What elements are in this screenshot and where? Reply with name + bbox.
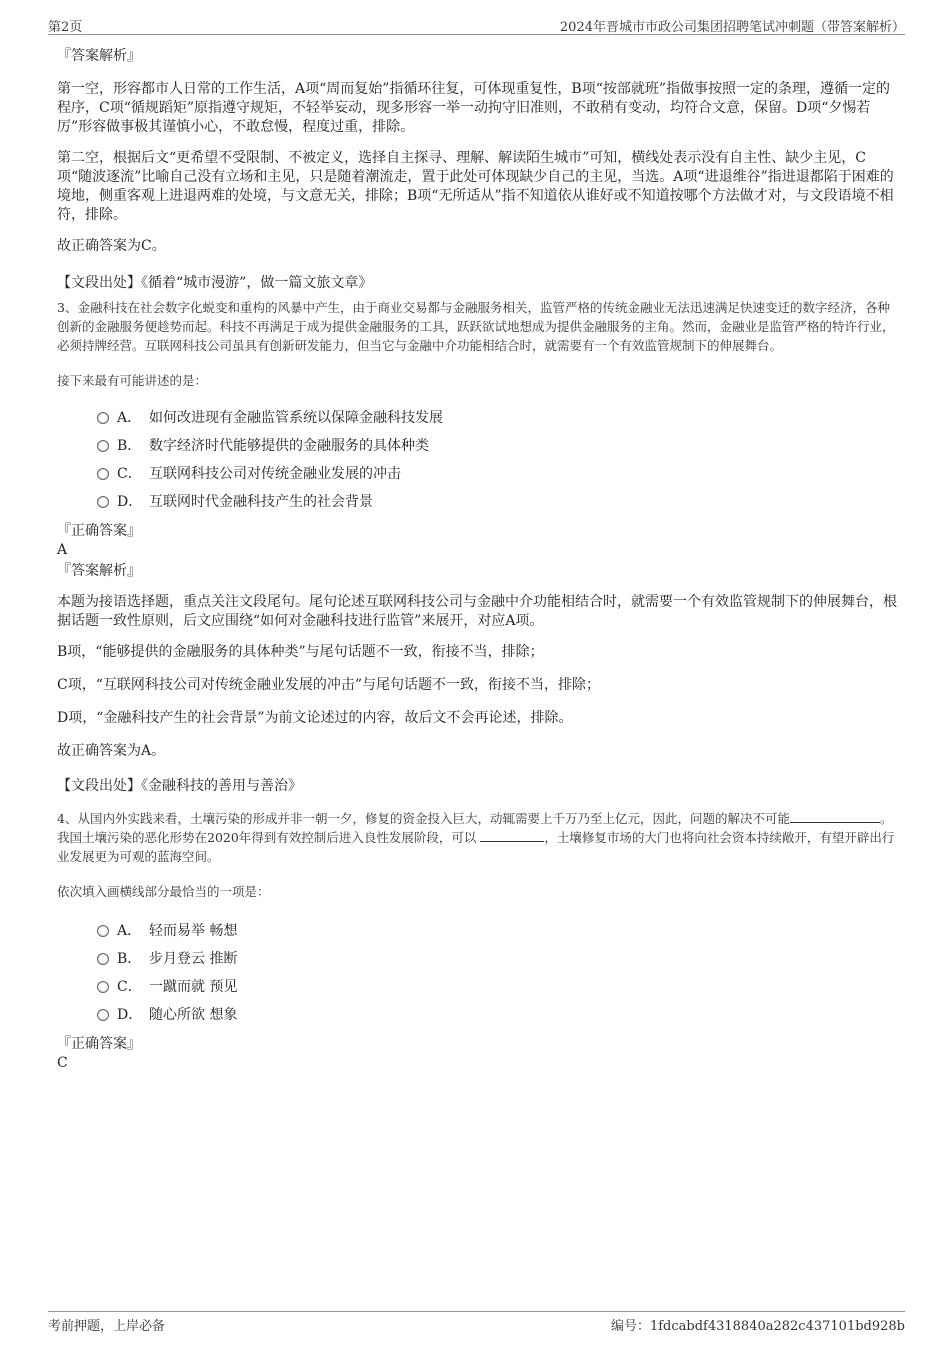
- correct-answer-label: 『正确答案』: [57, 1036, 141, 1052]
- option-letter: B．: [117, 951, 142, 967]
- option-text: 互联网时代金融科技产生的社会背景: [149, 494, 373, 510]
- radio-button[interactable]: [97, 496, 109, 508]
- document-body: [57, 46, 897, 1072]
- option-letter: D．: [117, 494, 143, 510]
- question-text-part: ，土壤修复市场的大门也将向社会资本持续敞开，有望开辟出行业发展更为可观的蓝海空间。: [57, 830, 895, 864]
- correct-answer-label: 『正确答案』: [57, 523, 141, 539]
- analysis-paragraph: D项，“金融科技产生的社会背景”为前文论述过的内容，故后文不会再论述，排除。: [57, 710, 573, 726]
- option-c[interactable]: [57, 459, 897, 487]
- option-d[interactable]: [57, 1000, 897, 1028]
- radio-button[interactable]: [97, 981, 109, 993]
- option-text: 数字经济时代能够提供的金融服务的具体种类: [149, 438, 429, 454]
- source-citation: 【文段出处】《金融科技的善用与善治》: [57, 778, 302, 794]
- question-4-options: [57, 916, 897, 1028]
- document-title: 2024年晋城市市政公司集团招聘笔试冲刺题（带答案解析）: [559, 20, 905, 35]
- radio-button[interactable]: [97, 953, 109, 965]
- option-letter: A．: [117, 410, 142, 426]
- question-3-options: [57, 403, 897, 515]
- analysis-conclusion: 故正确答案为A。: [57, 743, 166, 759]
- source-citation: 【文段出处】《循着“城市漫游”，做一篇文旅文章》: [57, 275, 373, 291]
- document-id: 编号：1fdcabdf4318840a282c437101bd928b: [610, 1319, 905, 1334]
- option-letter: C．: [117, 466, 142, 482]
- analysis-paragraph: 本题为接语选择题，重点关注文段尾句。尾句论述互联网科技公司与金融中介功能相结合时，就需要一个有效监管规制下的伸展舞台，根据话题一致性原则，后文应围绕“如何对金融科技进行监管”来展开，对应A项。: [57, 594, 897, 629]
- option-letter: B．: [117, 438, 142, 454]
- question-4-text: [57, 809, 897, 866]
- page-footer: [48, 1311, 905, 1334]
- radio-button[interactable]: [97, 1009, 109, 1021]
- radio-button[interactable]: [97, 412, 109, 424]
- option-text: 互联网科技公司对传统金融业发展的冲击: [149, 466, 401, 482]
- page-header: [48, 14, 905, 35]
- radio-button[interactable]: [97, 925, 109, 937]
- analysis-paragraph: 第二空，根据后文“更希望不受限制、不被定义，选择自主探寻、理解、解读陌生城市”可知，横线处表示没有自主性、缺少主见，C项“随波逐流”比喻自己没有立场和主见，只是随着潮流走，置于此处可体现缺少自己的主见，当选。A项“进退维谷”指进退都陷于困难的境地，侧重客观上进退两难的处境，与文意无关，排除；B项“无所适从”指不知道依从谁好或不知道按哪个方法做才对，与文段语境不相符，排除。: [57, 150, 894, 223]
- correct-answer: C: [57, 1055, 68, 1071]
- option-letter: A．: [117, 923, 142, 939]
- option-a[interactable]: [57, 403, 897, 431]
- analysis-conclusion: 故正确答案为C。: [57, 238, 166, 254]
- option-text: 随心所欲 想象: [149, 1007, 238, 1023]
- option-text: 如何改进现有金融监管系统以保障金融科技发展: [149, 410, 443, 426]
- analysis-label: 『答案解析』: [57, 48, 141, 64]
- radio-button[interactable]: [97, 440, 109, 452]
- option-text: 步月登云 推断: [149, 951, 238, 967]
- question-text-part: 。我国土壤污染的恶化形势在2020年得到有效控制后进入良性发展阶段，可以: [57, 811, 893, 845]
- footer-slogan: 考前押题，上岸必备: [48, 1319, 166, 1334]
- analysis-paragraph: 第一空，形容都市人日常的工作生活，A项“周而复始”指循环往复，可体现重复性，B项“按部就班”指做事按照一定的条理，遵循一定的程序，C项“循规蹈矩”原指遵守规矩，不轻举妄动，现多形容一举一动拘守旧准则，不敢稍有变动，均符合文意，保留。D项“夕惕若厉”形容做事极其谨慎小心，不敢怠慢，程度过重，排除。: [57, 81, 891, 135]
- option-c[interactable]: [57, 972, 897, 1000]
- option-d[interactable]: [57, 487, 897, 515]
- option-b[interactable]: [57, 431, 897, 459]
- option-letter: D．: [117, 1007, 143, 1023]
- correct-answer: A: [57, 542, 68, 558]
- option-text: 轻而易举 畅想: [149, 923, 238, 939]
- option-letter: C．: [117, 979, 142, 995]
- question-3-prompt: 接下来最有可能讲述的是：: [57, 373, 208, 388]
- option-a[interactable]: [57, 916, 897, 944]
- option-b[interactable]: [57, 944, 897, 972]
- analysis-paragraph: C项，“互联网科技公司对传统金融业发展的冲击”与尾句话题不一致，衔接不当，排除；: [57, 677, 601, 693]
- question-text-part: 4、从国内外实践来看，土壤污染的形成并非一朝一夕，修复的资金投入巨大，动辄需要上千万乃至上亿元，因此，问题的解决不可能: [57, 811, 790, 826]
- question-4-prompt: 依次填入画横线部分最恰当的一项是：: [57, 884, 270, 899]
- page-number: 第2页: [48, 20, 83, 35]
- option-text: 一蹴而就 预见: [149, 979, 238, 995]
- question-3-text: 3、金融科技在社会数字化蜕变和重构的风暴中产生，由于商业交易都与金融服务相关，监管严格的传统金融业无法迅速满足快速变迁的数字经济，各种创新的金融服务便趁势而起。科技不再满足于成为提供金融服务的工具，跃跃欲试地想成为提供金融服务的主角。然而，金融业是监管严格的特许行业，必须持牌经营。互联网科技公司虽具有创新研发能力，但当它与金融中介功能相结合时，就需要有一个有效监管规制下的伸展舞台。: [57, 300, 895, 353]
- fill-blank: [790, 810, 880, 823]
- analysis-paragraph: B项，“能够提供的金融服务的具体种类”与尾句话题不一致，衔接不当，排除；: [57, 644, 544, 660]
- radio-button[interactable]: [97, 468, 109, 480]
- fill-blank: [480, 829, 544, 842]
- analysis-label: 『答案解析』: [57, 563, 141, 579]
